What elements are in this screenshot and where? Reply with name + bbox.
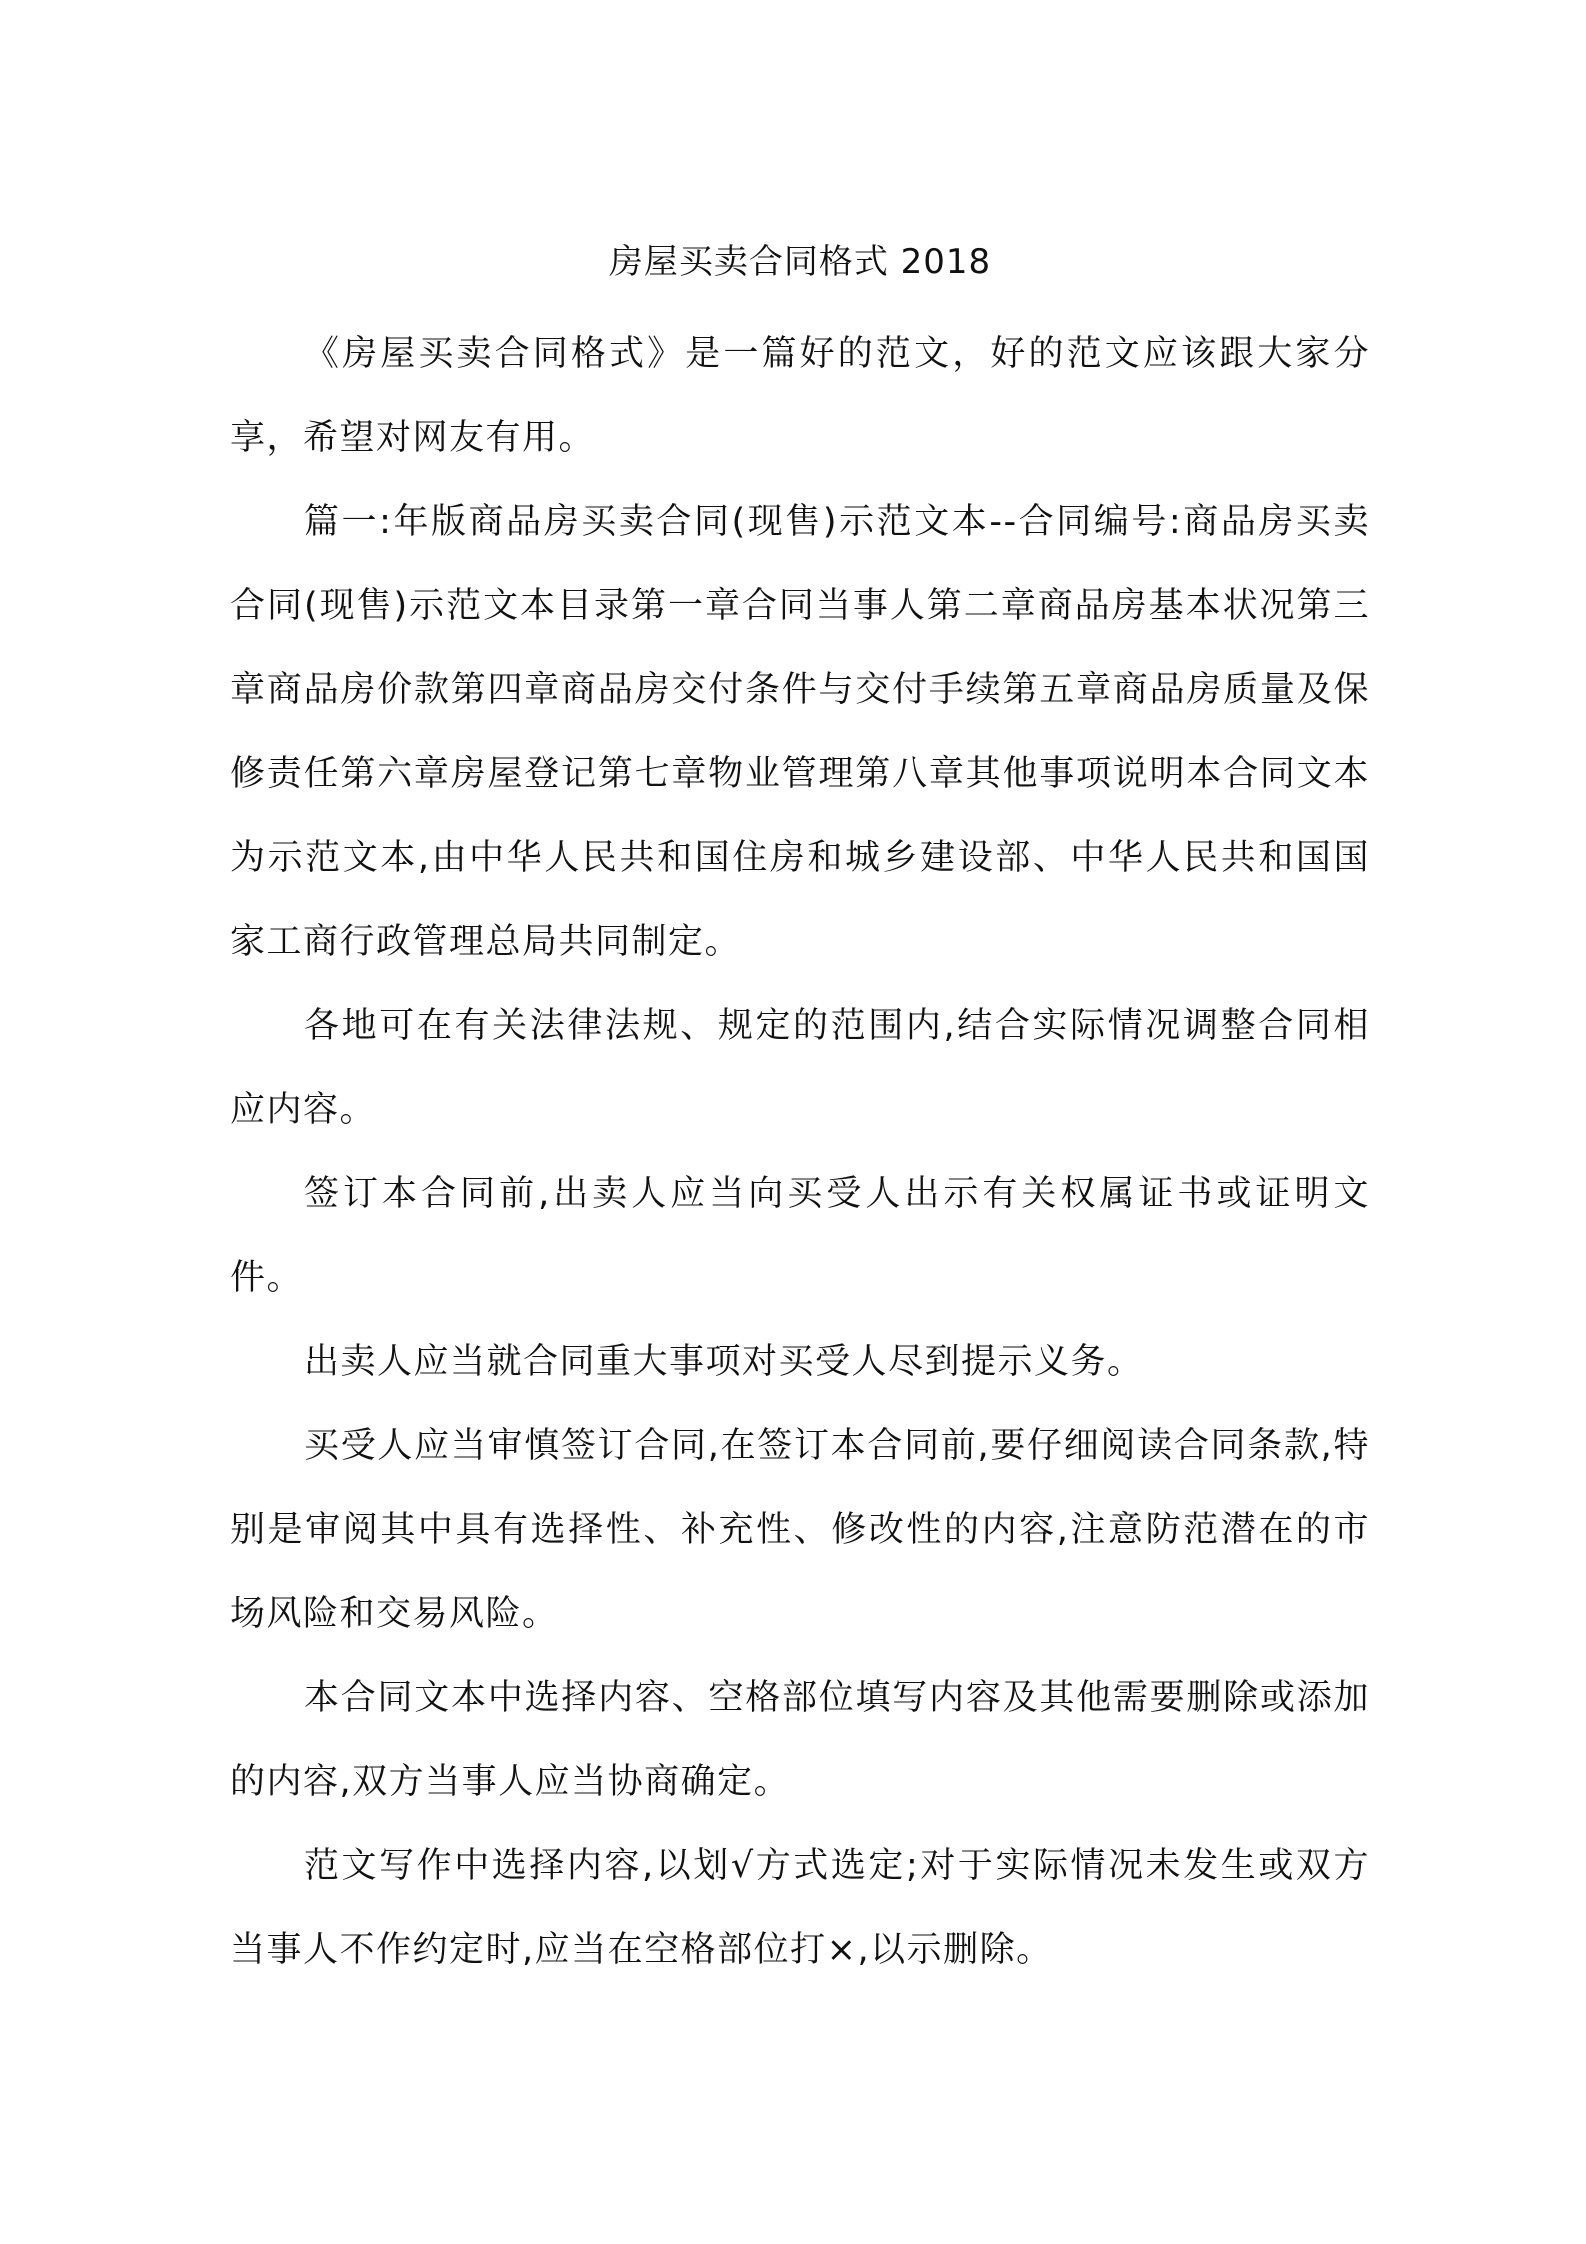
paragraph-seller-duty: 出卖人应当就合同重大事项对买受人尽到提示义务。: [304, 1342, 1144, 1382]
paragraph-certificates: 签订本合同前,出卖人应当向买受人出示有关权属证书或证明文件。: [230, 1174, 1370, 1298]
paragraph-contents: 篇一:年版商品房买卖合同(现售)示范文本--合同编号:商品房买卖合同(现售)示范文本目录第一章合同当事人第二章商品房基本状况第三章商品房价款第四章商品房交付条件与交付手续第五章商品房质量及保修责任第六章房屋登记第七章物业管理第八章其他事项说明本合同文本为示范文本,由中华人民共和国住房和城乡建设部、中华人民共和国国家工商行政管理总局共同制定。: [230, 502, 1370, 962]
paragraph-blank-fields: 本合同文本中选择内容、空格部位填写内容及其他需要删除或添加的内容,双方当事人应当协商确定。: [230, 1678, 1370, 1802]
document-title: 房屋买卖合同格式 2018: [608, 242, 992, 282]
paragraph-buyer-caution: 买受人应当审慎签订合同,在签订本合同前,要仔细阅读合同条款,特别是审阅其中具有选择性、补充性、修改性的内容,注意防范潜在的市场风险和交易风险。: [230, 1426, 1370, 1634]
paragraph-local-adjustment: 各地可在有关法律法规、规定的范围内,结合实际情况调整合同相应内容。: [230, 1006, 1370, 1130]
document-body: [230, 234, 1370, 1992]
paragraph-marking-rules: 范文写作中选择内容,以划√方式选定;对于实际情况未发生或双方当事人不作约定时,应当在空格部位打×,以示删除。: [230, 1846, 1370, 1970]
paragraph-intro: 《房屋买卖合同格式》是一篇好的范文，好的范文应该跟大家分享，希望对网友有用。: [230, 334, 1370, 458]
